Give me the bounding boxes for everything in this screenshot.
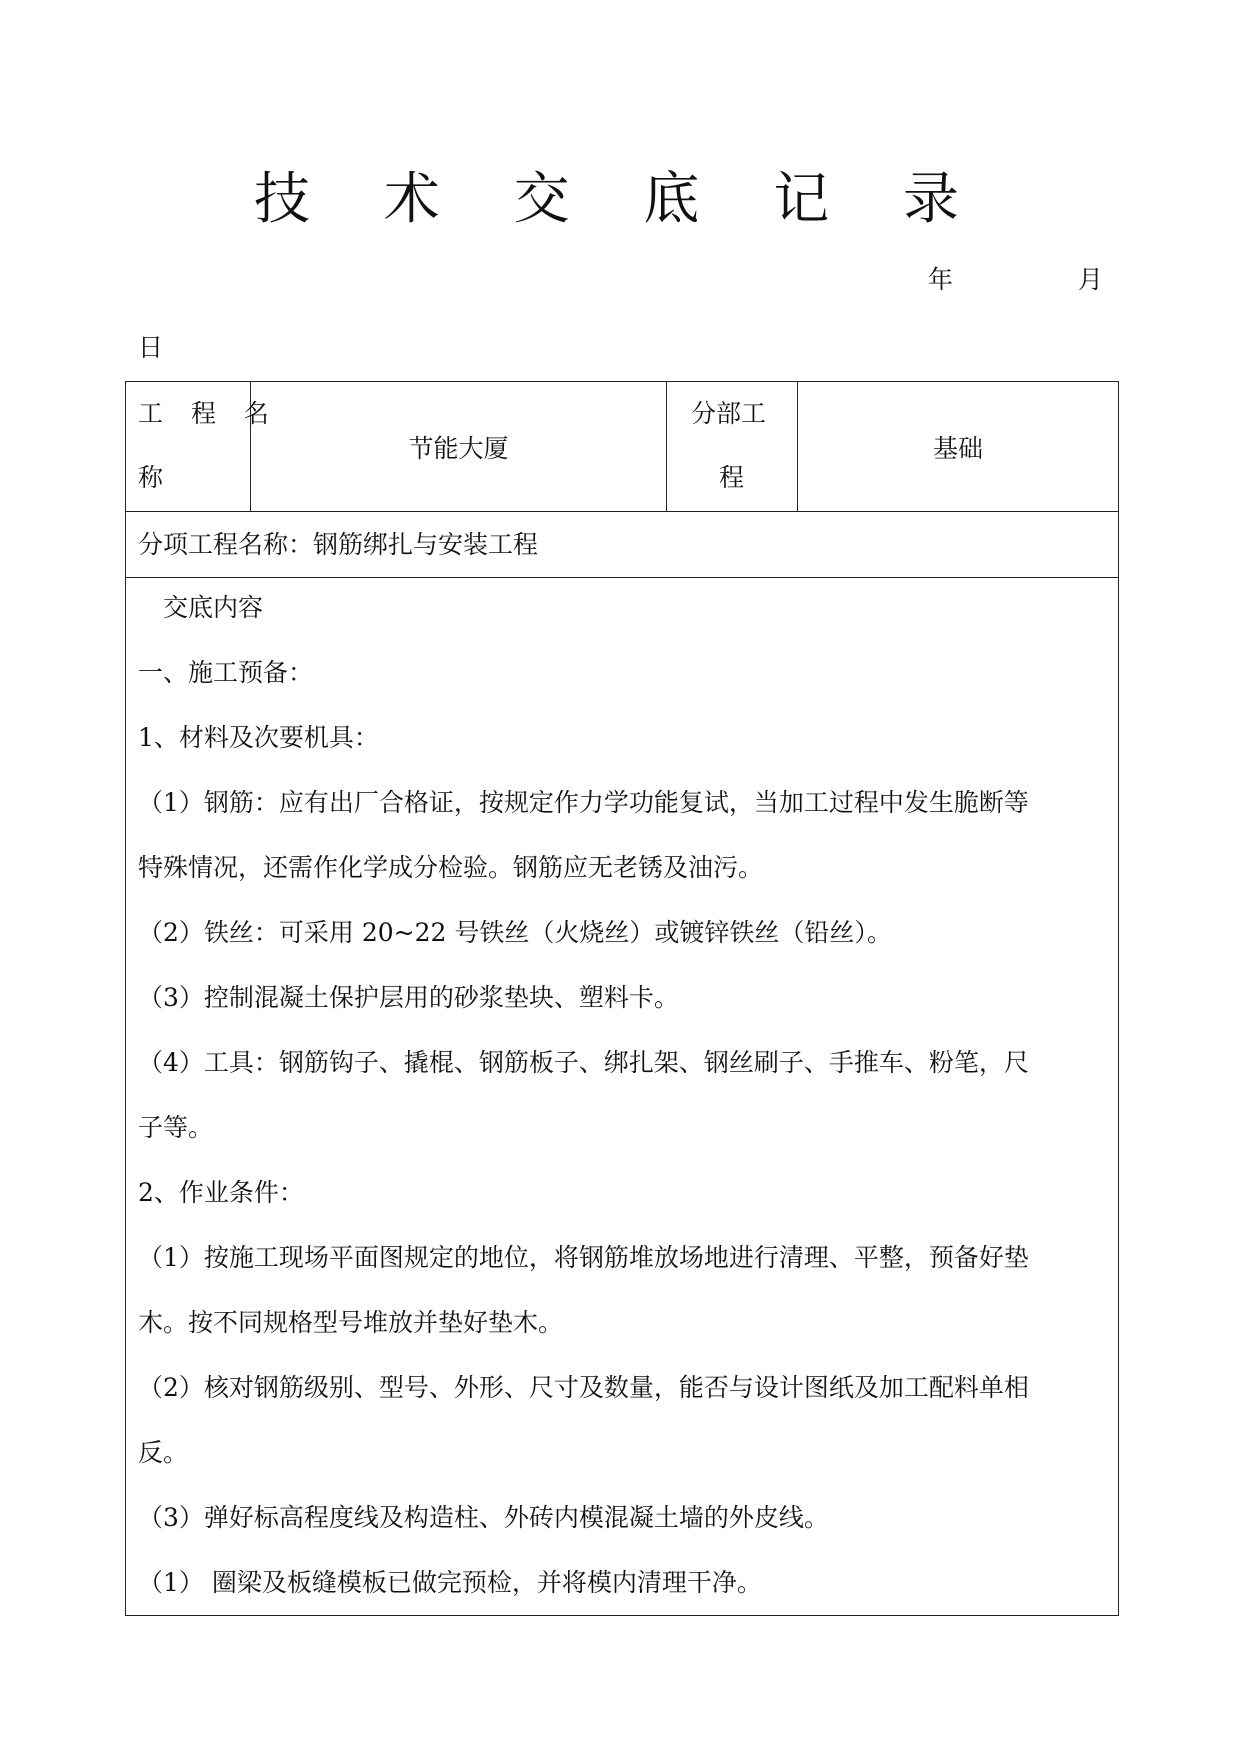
content-line: （1） 圈梁及板缝模板已做完预检，并将模内清理干净。	[138, 1568, 762, 1597]
content-line: 1、材料及次要机具：	[138, 723, 379, 752]
part-label-line1: 分部工	[691, 399, 767, 428]
content-line: （3）控制混凝土保护层用的砂浆垫块、塑料卡。	[138, 983, 679, 1012]
content-line: （3）弹好标高程度线及构造柱、外砖内模混凝土墙的外皮线。	[138, 1503, 829, 1532]
project-label-line2: 称	[138, 463, 164, 492]
content-line: （2）铁丝：可采用 20~22 号铁丝（火烧丝）或镀锌铁丝（铅丝）。	[138, 918, 892, 947]
part-label-cell	[667, 382, 798, 511]
project-label-cell	[126, 382, 279, 511]
project-name: 节能大厦	[408, 433, 509, 463]
content-line: 交底内容	[138, 593, 264, 622]
content-line: 2、作业条件：	[138, 1178, 304, 1207]
project-label-line1: 工 程 名	[138, 399, 279, 428]
content-line: （2）核对钢筋级别、型号、外形、尺寸及数量，能否与设计图纸及加工配料单相	[138, 1373, 1029, 1402]
header-row	[126, 382, 1118, 512]
date-day-label: 日	[138, 333, 164, 362]
content-line: 子等。	[138, 1113, 214, 1142]
content-line: 一、施工预备：	[138, 658, 314, 687]
content-line: 木。按不同规格型号堆放并垫好垫木。	[138, 1308, 564, 1337]
content-line: 特殊情况，还需作化学成分检验。钢筋应无老锈及油污。	[138, 853, 764, 882]
content-line: 反。	[138, 1438, 189, 1467]
date-month-label: 月	[1078, 265, 1104, 294]
subitem-row: 分项工程名称：钢筋绑扎与安装工程	[126, 512, 1118, 578]
document-title: 技 术 交 底 记 录	[253, 167, 987, 232]
content-line: （1）按施工现场平面图规定的地位，将钢筋堆放场地进行清理、平整，预备好垫	[138, 1243, 1029, 1272]
date-year-label: 年	[928, 265, 954, 294]
part-name-cell	[798, 382, 1118, 511]
content-line: （4）工具：钢筋钩子、撬棍、钢筋板子、绑扎架、钢丝刷子、手推车、粉笔，尺	[138, 1048, 1029, 1077]
part-name: 基础	[932, 433, 983, 463]
part-label-line2: 程	[719, 463, 745, 492]
content-line: （1）钢筋：应有出厂合格证，按规定作力学功能复试，当加工过程中发生脆断等	[138, 788, 1029, 817]
project-name-cell	[251, 382, 667, 511]
record-table	[125, 381, 1119, 1616]
